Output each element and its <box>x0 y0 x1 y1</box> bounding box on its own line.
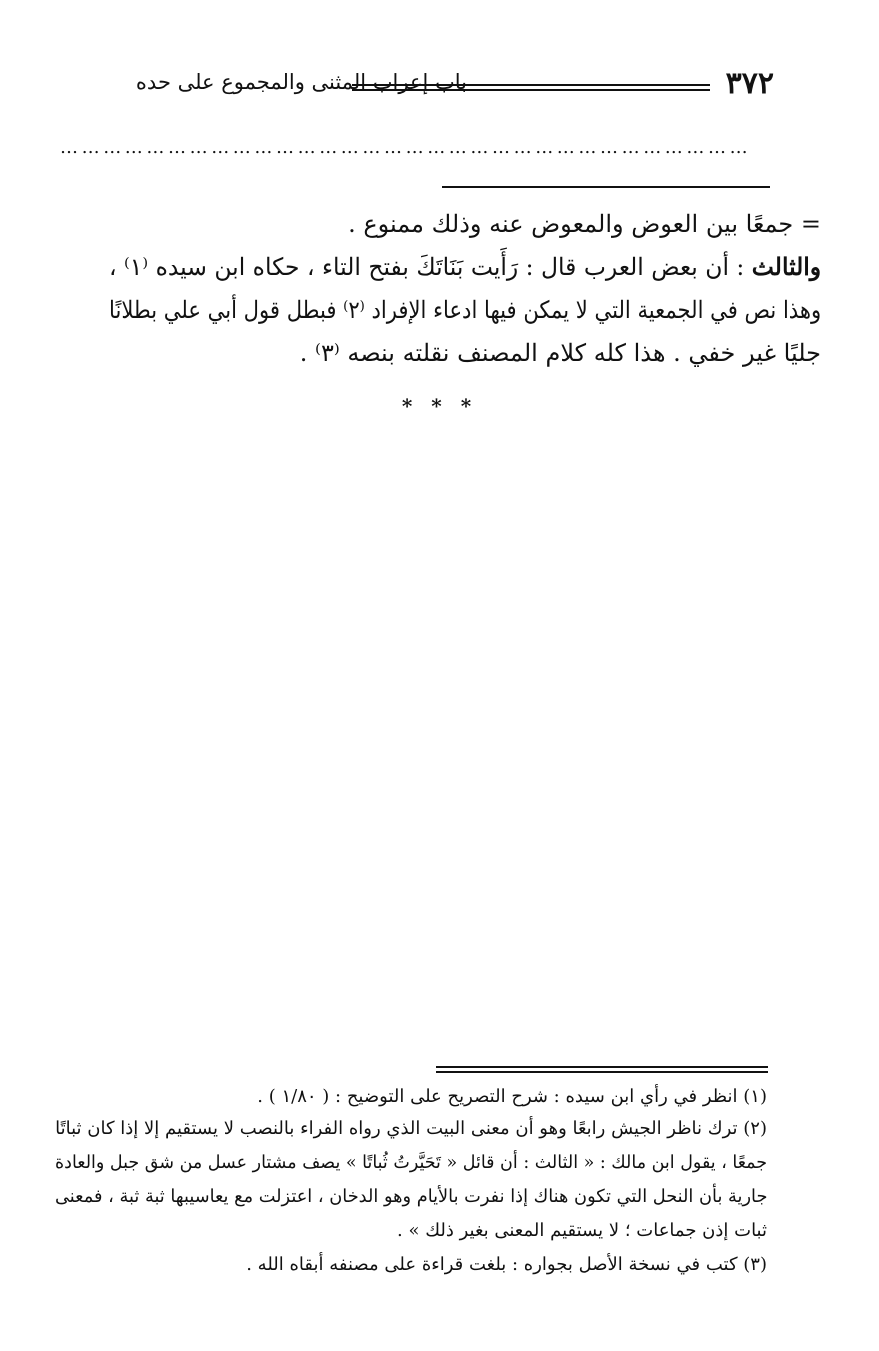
section-separator-stars: * * * <box>401 394 478 418</box>
page-number: ٣٧٢ <box>725 66 774 101</box>
body-line-2-text: : أن بعض العرب قال : رَأَيت بَنَاتَكَ بفتح التاء ، حكاه ابن سيده ⁽١⁾ ، <box>108 253 752 281</box>
body-line-1: = جمعًا بين العوض والمعوض عنه وذلك ممنوع . <box>348 210 821 238</box>
continuation-rule <box>442 186 770 188</box>
running-title: باب إعراب المثنى والمجموع على حده <box>135 70 467 94</box>
footnote-rule-top <box>436 1066 768 1068</box>
footnote-3: (٣) كتب في نسخة الأصل بجواره : بلغت قراءة على مصنفه أبقاه الله . <box>246 1254 767 1275</box>
footnote-1: (١) انظر في رأي ابن سيده : شرح التصريح على التوضيح : ( ١/٨٠ ) . <box>257 1086 767 1107</box>
footnote-2-line-2: جمعًا ، يقول ابن مالك : « الثالث : أن قائل « تَحَيَّرتُ ثُباتًا » يصف مشتار عسل من شق جبل والعادة <box>54 1152 767 1173</box>
footnote-2-line-1: (٢) ترك ناظر الجيش رابعًا وهو أن معنى البيت الذي رواه الفراء بالنصب لا يستقيم إلا إذا كان ثباتًا <box>55 1118 767 1139</box>
footnote-rule-bottom <box>436 1071 768 1073</box>
footnote-2-line-4: ثبات إذن جماعات ؛ لا يستقيم المعنى بغير ذلك » . <box>397 1220 767 1241</box>
body-line-3: وهذا نص في الجمعية التي لا يمكن فيها ادعاء الإفراد ⁽٢⁾ فبطل قول أبي علي بطلانًا <box>108 296 821 324</box>
third-point-heading: والثالث <box>751 252 821 281</box>
body-line-4: جليًا غير خفي . هذا كله كلام المصنف نقلته بنصه ⁽٣⁾ . <box>299 339 821 367</box>
body-line-2 <box>109 250 821 284</box>
dotted-separator: …………………………………………………………………………………… <box>60 138 752 158</box>
footnote-2-line-3: جارية بأن النحل التي تكون هناك إذا نفرت بالأيام وهو الدخان ، اعتزلت مع يعاسيبها ثبة ثبة ، فمعنى <box>54 1186 767 1207</box>
